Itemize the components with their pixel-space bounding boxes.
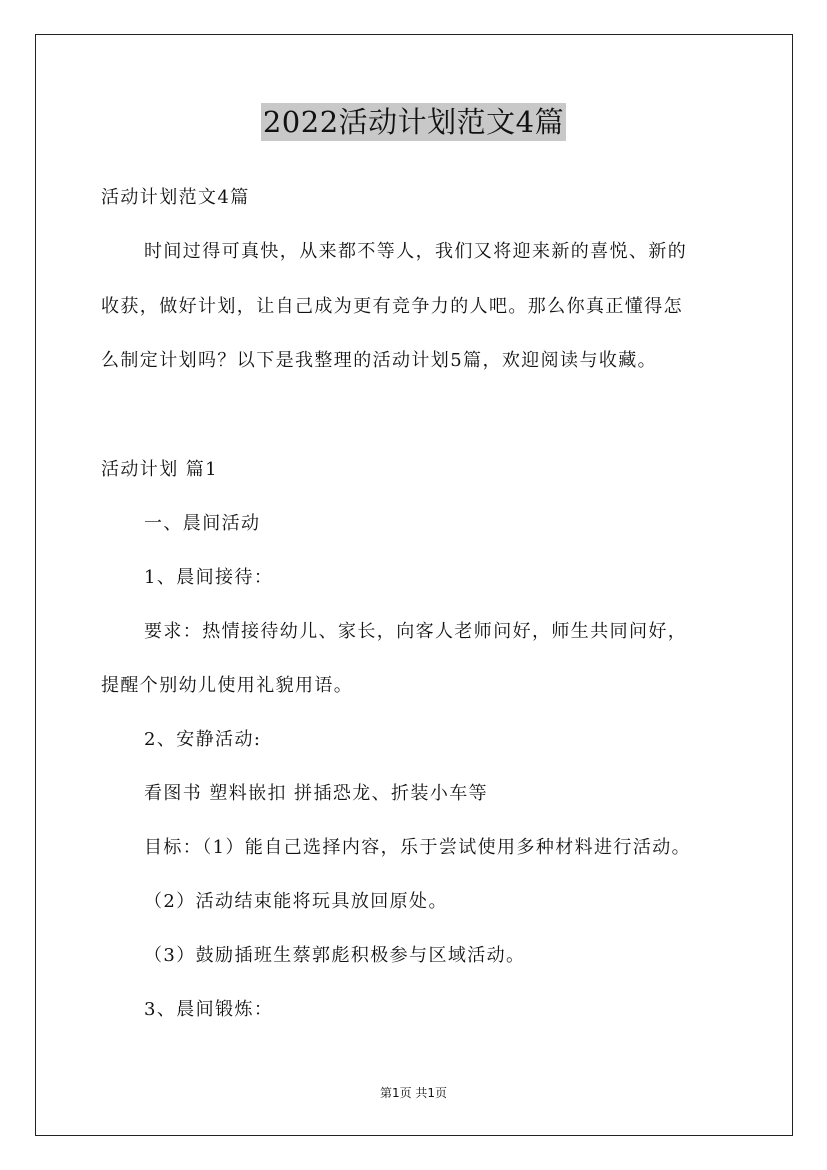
body-line: 看图书 塑料嵌扣 拼插恐龙、折装小车等 — [144, 783, 489, 804]
body-line: 一、晨间活动 — [144, 513, 261, 534]
page-footer: 第1页 共1页 — [379, 1086, 448, 1100]
intro-line-1: 时间过得可真快，从来都不等人，我们又将迎来新的喜悦、新的 — [144, 241, 688, 262]
document-subtitle: 活动计划范文4篇 — [101, 187, 250, 208]
body-line: （2）活动结束能将玩具放回原处。 — [144, 891, 448, 912]
body-line: 要求：热情接待幼儿、家长，向客人老师问好，师生共同问好， — [144, 621, 688, 642]
body-line: 提醒个别幼儿使用礼貌用语。 — [101, 675, 354, 696]
body-line: 3、晨间锻炼： — [144, 999, 274, 1020]
intro-line-3: 么制定计划吗？以下是我整理的活动计划5篇，欢迎阅读与收藏。 — [101, 350, 658, 371]
body-line: 1、晨间接待： — [144, 567, 274, 588]
document-title: 2022活动计划范文4篇 — [262, 105, 565, 139]
body-line: （3）鼓励插班生蔡郭彪积极参与区域活动。 — [144, 945, 526, 966]
intro-line-2: 收获，做好计划，让自己成为更有竞争力的人吧。那么你真正懂得怎 — [101, 296, 683, 317]
body-line: 目标：（1）能自己选择内容，乐于尝试使用多种材料进行活动。 — [144, 837, 692, 858]
document-title-block — [0, 100, 827, 141]
body-line: 2、安静活动: — [144, 729, 262, 750]
section-heading: 活动计划 篇1 — [101, 459, 218, 480]
